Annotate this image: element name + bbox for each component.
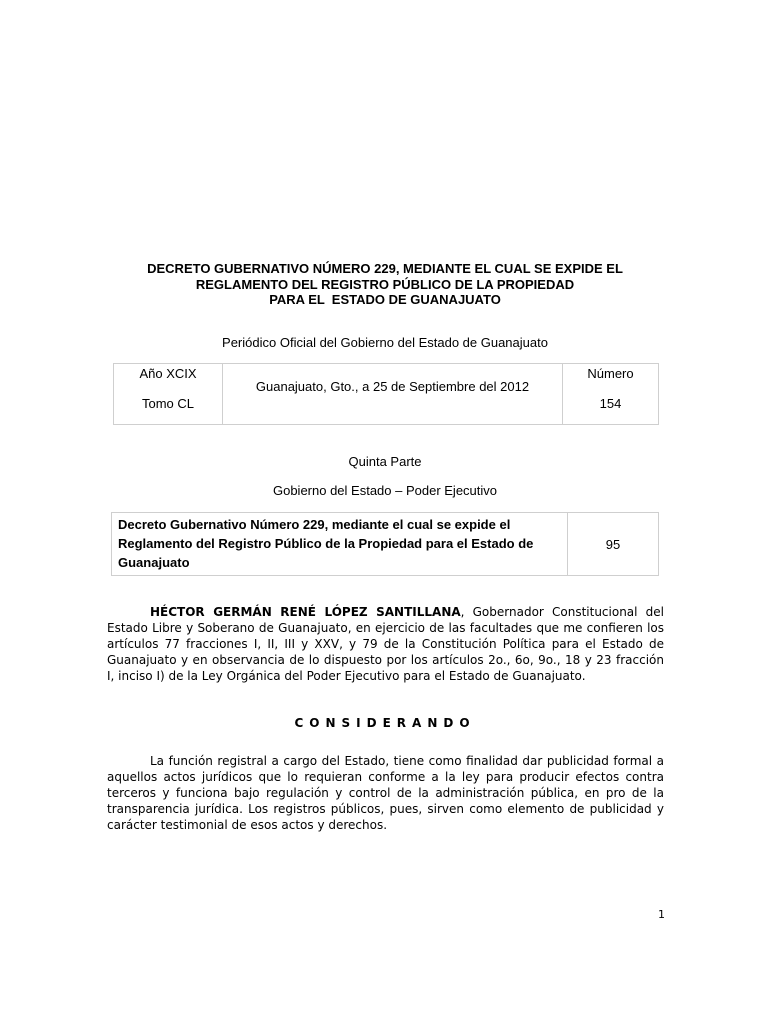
- year-tomo-cell: [114, 364, 223, 425]
- title-line-1: DECRETO GUBERNATIVO NÚMERO 229, MEDIANTE EL CUAL SE EXPIDE EL: [147, 261, 623, 276]
- government-label: Gobierno del Estado – Poder Ejecutivo: [272, 483, 498, 498]
- place-date: Guanajuato, Gto., a 25 de Septiembre del 2012: [255, 379, 530, 394]
- part-label: Quinta Parte: [348, 454, 422, 469]
- number-value: 154: [599, 396, 622, 411]
- preamble-text: , Gobernador Constitucional del Estado Libre y Soberano de Guanajuato, en ejercicio de las facultades que me confieren los artículos 77 fracciones I, II, III y XXV, y 79 de la Constitución Política para el Estado de Guanajuato y en observancia de lo dispuesto por los artículos 2o., 6o, 9o., 18 y 23 fracción I, inciso I) de la Ley Orgánica del Poder Ejecutivo para el Estado de Guanajuato.: [107, 605, 664, 683]
- periodico-heading: Periódico Oficial del Gobierno del Estado de Guanajuato: [222, 335, 548, 350]
- year-label: Año XCIX: [139, 366, 197, 381]
- contents-table: [111, 512, 659, 576]
- document-title: [105, 261, 665, 308]
- contents-page: 95: [568, 513, 659, 576]
- considerando-text: La función registral a cargo del Estado, tiene como finalidad dar publicidad formal a aquellos actos jurídicos que lo requieran conforme a la ley para producir efectos contra terceros y funciona bajo regulación y control de la administración pública, en pro de la transparencia jurídica. Los registros públicos, pues, sirven como elemento de publicidad y carácter testimonial de esos actos y derechos.: [107, 754, 664, 832]
- title-line-2: REGLAMENTO DEL REGISTRO PÚBLICO DE LA PROPIEDAD: [195, 276, 575, 292]
- number-cell: [563, 364, 659, 425]
- contents-description: Decreto Gubernativo Número 229, mediante el cual se expide el Reglamento del Registro Público de la Propiedad para el Estado de Guanajuato: [112, 513, 568, 576]
- page-number: 1: [658, 908, 665, 921]
- preamble-paragraph: [107, 604, 664, 684]
- title-line-3: PARA EL ESTADO DE GUANAJUATO: [269, 292, 501, 307]
- governor-name: HÉCTOR GERMÁN RENÉ LÓPEZ SANTILLANA: [150, 605, 461, 619]
- publication-info-table: [113, 363, 659, 425]
- considerando-paragraph: [107, 753, 664, 833]
- number-label: Número: [587, 366, 634, 381]
- considerando-heading: CONSIDERANDO: [294, 716, 476, 730]
- place-date-cell: [223, 364, 563, 425]
- tomo-label: Tomo CL: [141, 396, 195, 411]
